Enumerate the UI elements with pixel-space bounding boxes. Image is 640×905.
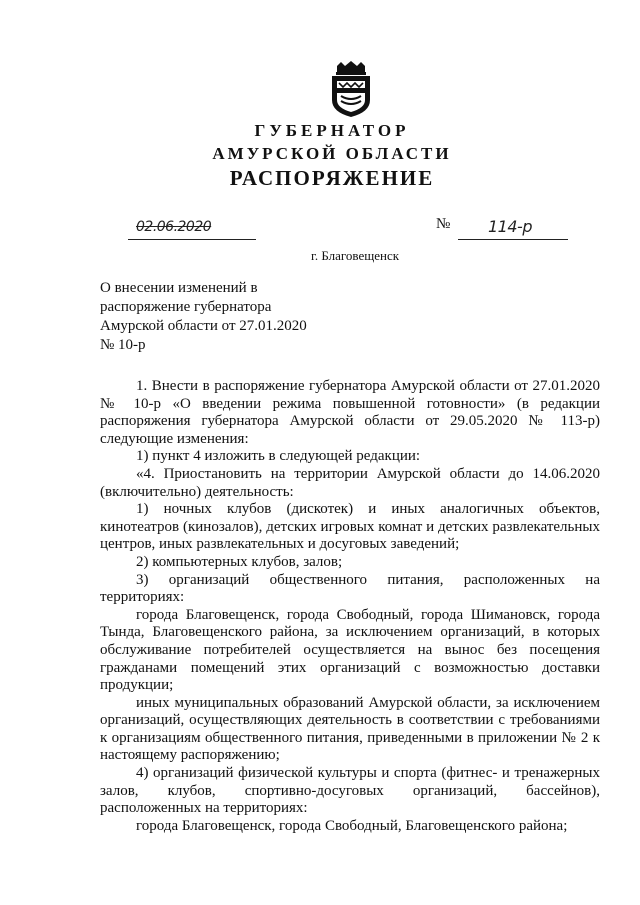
paragraph-1: 1. Внести в распоряжение губернатора Амурской области от 27.01.2020 № 10-р «О введении режима повышенной готовности» (в редакции распоряжения губернатора Амурской области от 29.05.2020 № 113-р) следующие изменения: [100, 378, 600, 447]
paragraph-6: 3) организаций общественного питания, расположенных на территориях: [100, 571, 600, 606]
header-title-region: АМУРСКОЙ ОБЛАСТИ [212, 144, 452, 163]
subject-line: распоряжение губернатора [100, 299, 272, 315]
document-subject [100, 279, 307, 355]
paragraph-5: 2) компьютерных клубов, залов; [136, 553, 343, 570]
paragraph-4: 1) ночных клубов (дискотек) и иных аналогичных объектов, кинотеатров (кинозалов), детских игровых комнат и детских развлекательных центров, иных развлекательных и досуговых заведений; [100, 501, 600, 553]
number-field [458, 219, 568, 240]
paragraph-9: 4) организаций физической культуры и спорта (фитнес- и тренажерных залов, клубов, спортивно-досуговых организаций, бассейнов), расположенных на территориях: [100, 765, 600, 817]
handwritten-date: 02.06.2020 [136, 219, 212, 235]
document-type-title: РАСПОРЯЖЕНИЕ [229, 166, 435, 190]
document-body [100, 378, 600, 835]
paragraph-8: иных муниципальных образований Амурской области, за исключением организаций, осуществляющих деятельность в соответствии с требованиями к организациям общественного питания, приведенными в приложении № 2 к настоящему распоряжению; [100, 694, 600, 764]
number-label: № [436, 216, 451, 232]
subject-line: Амурской области от 27.01.2020 [100, 318, 307, 334]
header-title-governor: ГУБЕРНАТОР [254, 121, 410, 140]
subject-line: О внесении изменений в [100, 280, 258, 296]
paragraph-7: города Благовещенск, города Свободный, города Шимановск, города Тында, Благовещенского района, за исключением организаций, в которых обслуживание потребителей осуществляется на вынос без посещения гражданами помещений этих организаций с возможностью доставки продукции; [100, 606, 600, 694]
date-field [128, 219, 256, 240]
paragraph-3: «4. Приостановить на территории Амурской области до 14.06.2020 (включительно) деятельность: [100, 465, 600, 500]
handwritten-number: 114-р [488, 217, 532, 236]
subject-line: № 10-р [100, 337, 146, 353]
paragraph-10: города Благовещенск, города Свободный, Благовещенского района; [136, 817, 568, 834]
coat-of-arms-icon [327, 60, 375, 118]
city-label: г. Благовещенск [310, 248, 400, 263]
paragraph-2: 1) пункт 4 изложить в следующей редакции: [136, 448, 421, 465]
